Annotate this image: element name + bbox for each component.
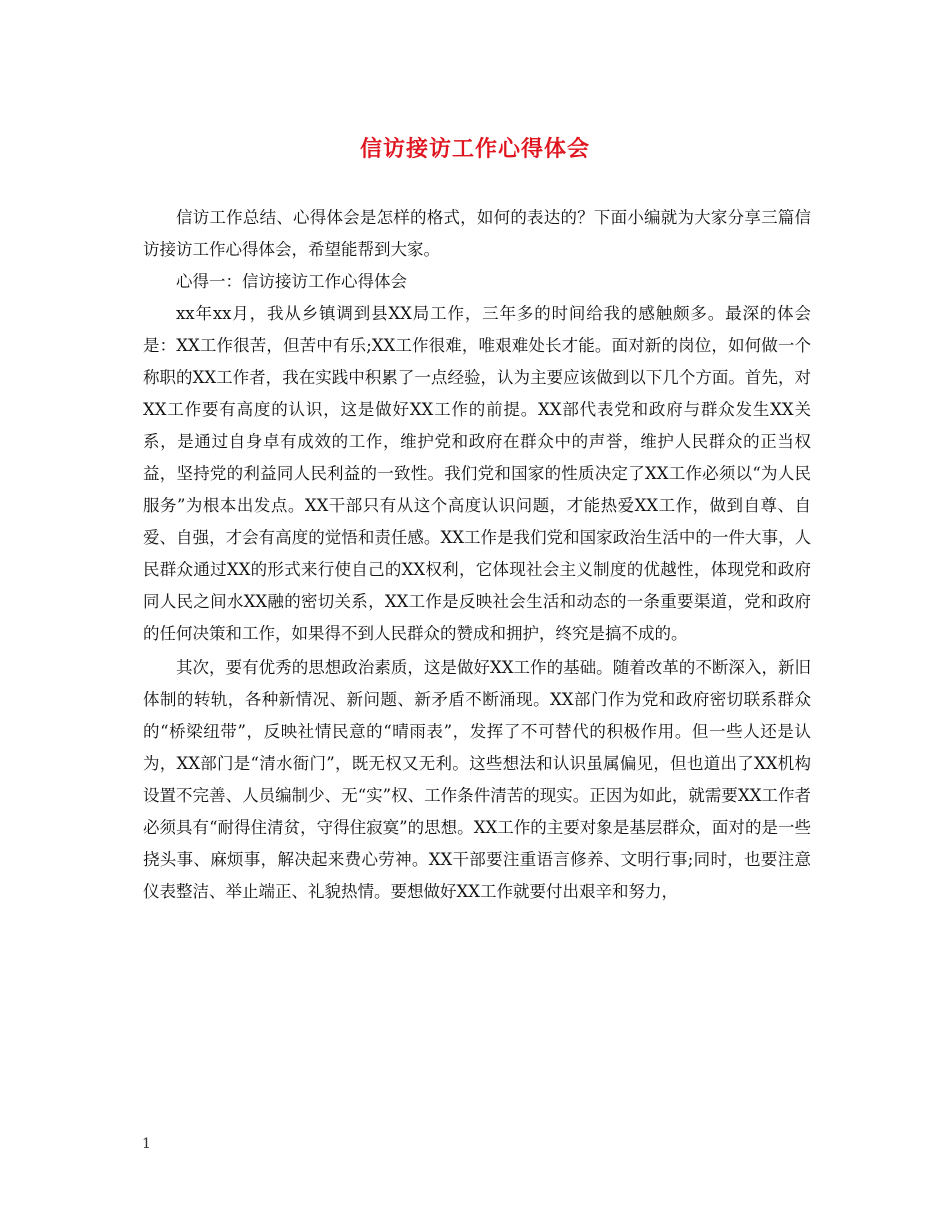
document-body xyxy=(143,202,811,908)
body-paragraph-2: 其次，要有优秀的思想政治素质，这是做好XX工作的基础。随着改革的不断深入，新旧体制的转轨，各种新情况、新问题、新矛盾不断涌现。XX部门作为党和政府密切联系群众的“桥梁纽带”，反映社情民意的“晴雨表”，发挥了不可替代的积极作用。但一些人还是认为，XX部门是“清水衙门”，既无权又无利。这些想法和认识虽属偏见，但也道出了XX机构设置不完善、人员编制少、无“实”权、工作条件清苦的现实。正因为如此，就需要XX工作者必须具有“耐得住清贫，守得住寂寞”的思想。XX工作的主要对象是基层群众，面对的是一些挠头事、麻烦事，解决起来费心劳神。XX干部要注重语言修养、文明行事;同时，也要注意仪表整洁、举止端正、礼貌热情。要想做好XX工作就要付出艰辛和努力， xyxy=(143,658,811,901)
document-title: 信访接访工作心得体会 xyxy=(359,136,590,162)
section-heading: 心得一：信访接访工作心得体会 xyxy=(176,272,407,291)
page-number: 1 xyxy=(142,1136,151,1152)
body-paragraph-1: xx年xx月，我从乡镇调到县XX局工作，三年多的时间给我的感触颇多。最深的体会是：XX工作很苦，但苦中有乐;XX工作很难，唯艰难处长才能。面对新的岗位，如何做一个称职的XX工作者，我在实践中积累了一点经验，认为主要应该做到以下几个方面。首先，对XX工作要有高度的认识，这是做好XX工作的前提。XX部代表党和政府与群众发生XX关系，是通过自身卓有成效的工作，维护党和政府在群众中的声誉，维护人民群众的正当权益，坚持党的利益同人民利益的一致性。我们党和国家的性质决定了XX工作必须以“为人民服务”为根本出发点。XX干部只有从这个高度认识问题，才能热爱XX工作，做到自尊、自爱、自强，才会有高度的觉悟和责任感。XX工作是我们党和国家政治生活中的一件大事，人民群众通过XX的形式来行使自己的XX权利，它体现社会主义制度的优越性，体现党和政府同人民之间水XX融的密切关系，XX工作是反映社会生活和动态的一条重要渠道，党和政府的任何决策和工作，如果得不到人民群众的赞成和拥护，终究是搞不成的。 xyxy=(143,304,811,643)
intro-paragraph: 信访工作总结、心得体会是怎样的格式，如何的表达的？下面小编就为大家分享三篇信访接访工作心得体会，希望能帮到大家。 xyxy=(143,208,811,259)
